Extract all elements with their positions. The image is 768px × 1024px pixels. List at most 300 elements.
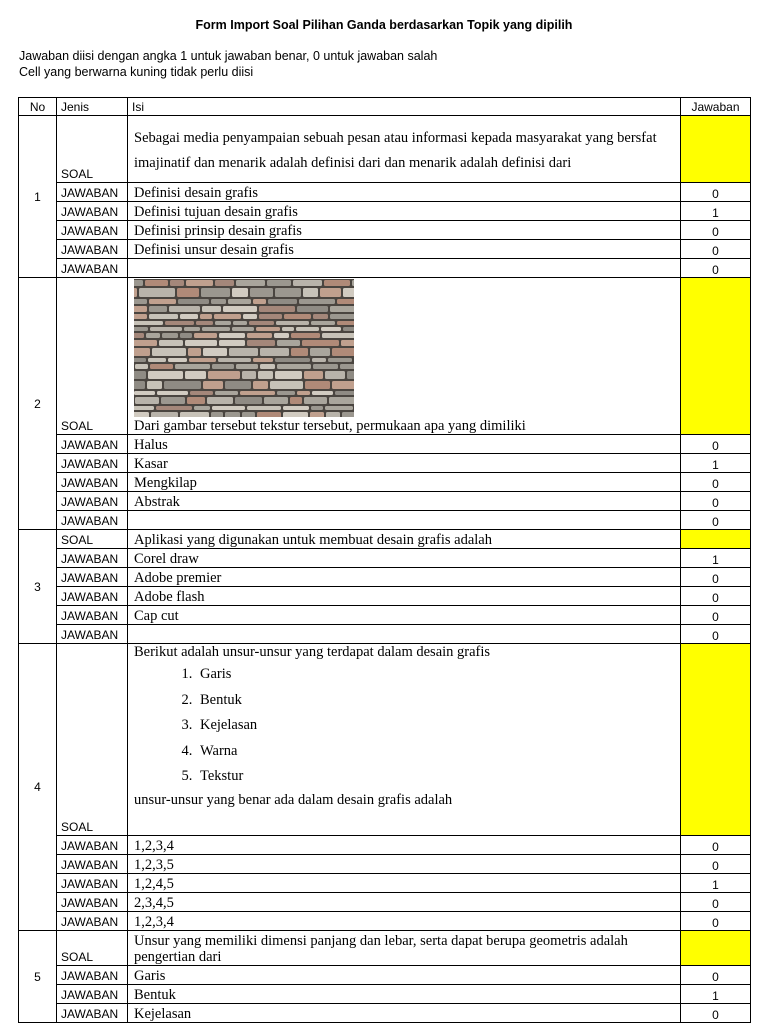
stone-block [332, 348, 354, 356]
answer-text[interactable]: Corel draw [128, 549, 681, 568]
stone-block [145, 280, 168, 286]
answer-row [19, 202, 751, 221]
question-number: 5 [19, 931, 57, 1023]
stone-block [277, 340, 300, 346]
answer-row [19, 568, 751, 587]
answer-value[interactable]: 0 [681, 492, 751, 511]
stone-block [267, 280, 291, 286]
stone-block [180, 314, 198, 319]
answer-text[interactable]: 1,2,3,4 [128, 912, 681, 931]
stone-block [328, 358, 352, 362]
stone-block [343, 288, 354, 297]
stone-block [310, 412, 324, 417]
stone-block [196, 321, 213, 325]
stone-block [202, 327, 230, 331]
answer-value[interactable]: 1 [681, 202, 751, 221]
stone-block [135, 364, 148, 369]
table-header-row [19, 98, 751, 116]
answer-value[interactable]: 1 [681, 549, 751, 568]
answer-row [19, 259, 751, 278]
answer-row [19, 511, 751, 530]
stone-block [270, 381, 303, 389]
stone-block [134, 288, 137, 297]
stone-block [211, 412, 223, 417]
list-item: 1. Garis [196, 662, 676, 688]
soal-row [19, 644, 751, 836]
answer-text[interactable]: Kasar [128, 454, 681, 473]
stone-block [211, 299, 226, 304]
stone-block [161, 397, 185, 404]
answer-row [19, 836, 751, 855]
answer-text[interactable] [128, 511, 681, 530]
stone-block [180, 333, 192, 338]
answer-row [19, 454, 751, 473]
stone-block [208, 371, 240, 379]
stone-block [235, 397, 262, 404]
stone-block [139, 288, 175, 297]
answer-row [19, 874, 751, 893]
stone-block [296, 327, 319, 331]
stone-block [164, 381, 201, 389]
answer-text[interactable]: Definisi desain grafis [128, 183, 681, 202]
stone-block [203, 381, 223, 389]
list-item: 2. Bentuk [196, 688, 676, 714]
row-type-label: JAWABAN [57, 568, 128, 587]
stone-block [322, 333, 354, 338]
stone-block [290, 397, 302, 404]
row-type-label: JAWABAN [57, 202, 128, 221]
answer-value[interactable]: 0 [681, 183, 751, 202]
stone-block [247, 406, 281, 410]
stone-block [150, 364, 173, 369]
stone-block [134, 327, 148, 331]
question-text-cell[interactable] [128, 644, 681, 836]
answer-cell-disabled [681, 278, 751, 435]
stone-block [326, 412, 340, 417]
stone-block [218, 358, 251, 362]
question-text-cell[interactable] [128, 116, 681, 183]
row-type-label: JAWABAN [57, 259, 128, 278]
answer-text[interactable]: 1,2,3,4 [128, 836, 681, 855]
row-type-label: JAWABAN [57, 874, 128, 893]
answer-cell-disabled [681, 116, 751, 183]
row-type-label: JAWABAN [57, 893, 128, 912]
stone-block [134, 391, 155, 395]
answer-row [19, 1004, 751, 1023]
answer-row [19, 549, 751, 568]
instruction-note: Jawaban diisi dengan angka 1 untuk jawaban benar, 0 untuk jawaban salah [19, 49, 438, 63]
row-type-label: JAWABAN [57, 549, 128, 568]
stone-block [274, 333, 289, 338]
question-intro: Berikut adalah unsur-unsur yang terdapat dalam desain grafis [134, 644, 491, 660]
row-type-label: JAWABAN [57, 587, 128, 606]
answer-row [19, 912, 751, 931]
stone-block [134, 299, 147, 304]
stone-block [325, 371, 345, 379]
stone-block [332, 381, 354, 389]
answer-cell-disabled [681, 931, 751, 966]
stone-block [329, 397, 354, 404]
answer-cell-disabled [681, 530, 751, 549]
row-type-label: SOAL [57, 530, 128, 549]
stone-block [242, 412, 255, 417]
stone-block [303, 288, 318, 297]
stone-block [312, 391, 333, 395]
stone-block [188, 348, 201, 356]
answer-text[interactable]: Definisi tujuan desain grafis [128, 202, 681, 221]
stone-block [150, 327, 182, 331]
stone-block [170, 280, 184, 286]
stone-block [177, 288, 199, 297]
answer-value[interactable]: 0 [681, 893, 751, 912]
stone-block [337, 321, 354, 325]
row-type-label: SOAL [57, 116, 128, 183]
answer-value[interactable]: 0 [681, 912, 751, 931]
stone-block [185, 371, 206, 379]
stone-block [250, 288, 273, 297]
answer-value[interactable]: 0 [681, 606, 751, 625]
answer-value[interactable]: 1 [681, 874, 751, 893]
question-text-cell[interactable] [128, 278, 681, 435]
answer-text[interactable]: Mengkilap [128, 473, 681, 492]
row-type-label: JAWABAN [57, 183, 128, 202]
answer-value[interactable]: 0 [681, 240, 751, 259]
stone-block [247, 340, 275, 346]
stone-block [232, 288, 248, 297]
answer-value[interactable]: 0 [681, 259, 751, 278]
answer-text[interactable]: Halus [128, 435, 681, 454]
stone-block [194, 406, 210, 410]
row-type-label: JAWABAN [57, 1004, 128, 1023]
soal-row [19, 116, 751, 183]
question-number: 2 [19, 278, 57, 530]
stone-block [203, 348, 227, 356]
stone-block [156, 406, 192, 410]
stone-block [185, 340, 217, 346]
stone-block [324, 280, 350, 286]
stone-block [277, 364, 311, 369]
stone-block [253, 299, 266, 304]
stone-block [259, 314, 282, 319]
stone-block [268, 299, 297, 304]
stone-block [311, 406, 323, 410]
stone-block [169, 306, 200, 312]
stone-block [233, 321, 247, 325]
answer-row [19, 221, 751, 240]
stone-block [159, 340, 183, 346]
header-isi: Isi [128, 98, 681, 116]
question-number: 1 [19, 116, 57, 278]
soal-row [19, 530, 751, 549]
stone-block [148, 371, 183, 379]
stone-block [201, 288, 230, 297]
stone-block [277, 391, 295, 395]
answer-value[interactable]: 0 [681, 625, 751, 644]
stone-block [283, 412, 308, 417]
soal-row [19, 278, 751, 435]
answer-text[interactable]: Cap cut [128, 606, 681, 625]
question-table [18, 97, 751, 1023]
list-item: 5. Tekstur [196, 764, 676, 790]
answer-text[interactable]: Abstrak [128, 492, 681, 511]
stone-wall-texture-image [134, 279, 354, 417]
answer-row [19, 240, 751, 259]
answer-value[interactable]: 0 [681, 855, 751, 874]
answer-value[interactable]: 0 [681, 435, 751, 454]
row-type-label: SOAL [57, 278, 128, 435]
instruction-note: Cell yang berwarna kuning tidak perlu diisi [19, 65, 254, 79]
stone-block [175, 364, 210, 369]
stone-block [275, 358, 310, 362]
answer-text[interactable] [128, 259, 681, 278]
answer-text[interactable]: 2,3,4,5 [128, 893, 681, 912]
stone-block [134, 321, 163, 325]
stone-block [297, 306, 328, 312]
stone-block [189, 358, 216, 362]
stone-block [342, 412, 354, 417]
stone-block [284, 314, 311, 319]
row-type-label: JAWABAN [57, 435, 128, 454]
stone-block [207, 397, 233, 404]
stone-block [293, 280, 322, 286]
stone-block [321, 327, 341, 331]
stone-block [243, 314, 257, 319]
stone-block [214, 314, 241, 319]
header-no: No [19, 98, 57, 116]
stone-block [276, 321, 309, 325]
stone-block [282, 327, 294, 331]
stone-block [151, 412, 178, 417]
question-text: unsur-unsur yang benar ada dalam desain grafis adalah [134, 791, 453, 808]
stone-block [291, 348, 308, 356]
question-block [19, 931, 751, 1023]
stone-block [225, 381, 251, 389]
stone-block [299, 299, 335, 304]
stone-block [134, 348, 150, 356]
answer-value[interactable]: 0 [681, 221, 751, 240]
stone-block [146, 333, 160, 338]
stone-block [313, 314, 328, 319]
stone-block [347, 371, 354, 379]
stone-block [178, 299, 209, 304]
stone-block [304, 371, 323, 379]
stone-block [186, 280, 213, 286]
header-jenis: Jenis [57, 98, 128, 116]
stone-block [260, 348, 289, 356]
list-item: 3. Kejelasan [196, 713, 676, 739]
stone-block [242, 371, 256, 379]
answer-cell-disabled [681, 644, 751, 836]
question-block [19, 530, 751, 644]
stone-block [275, 371, 302, 379]
stone-block [184, 327, 200, 331]
stone-block [134, 412, 149, 417]
stone-block [253, 381, 268, 389]
stone-block [134, 340, 157, 346]
stone-block [134, 371, 146, 379]
stone-block [148, 358, 166, 362]
stone-block [157, 391, 188, 395]
answer-text[interactable]: Adobe flash [128, 587, 681, 606]
element-list [134, 662, 676, 790]
stone-block [134, 358, 146, 362]
answer-value[interactable]: 0 [681, 587, 751, 606]
stone-block [135, 397, 159, 404]
stone-block [297, 391, 310, 395]
answer-text[interactable] [128, 625, 681, 644]
stone-block [149, 306, 167, 312]
stone-block [310, 348, 330, 356]
answer-text[interactable]: 1,2,4,5 [128, 874, 681, 893]
answer-value[interactable]: 1 [681, 985, 751, 1004]
stone-block [312, 358, 326, 362]
stone-block [257, 412, 281, 417]
header-jawaban: Jawaban [681, 98, 751, 116]
answer-value[interactable]: 0 [681, 473, 751, 492]
stone-block [304, 397, 327, 404]
stone-block [194, 333, 217, 338]
answer-text[interactable]: Garis [128, 966, 681, 985]
answer-text[interactable]: Definisi unsur desain grafis [128, 240, 681, 259]
answer-row [19, 893, 751, 912]
stone-block [134, 381, 145, 389]
stone-block [330, 306, 354, 312]
question-text[interactable]: Aplikasi yang digunakan untuk membuat desain grafis adalah [128, 530, 681, 549]
stone-block [134, 333, 144, 338]
stone-block [256, 327, 280, 331]
row-type-label: SOAL [57, 644, 128, 836]
question-number: 4 [19, 644, 57, 931]
stone-block [149, 299, 176, 304]
stone-block [202, 306, 221, 312]
row-type-label: JAWABAN [57, 606, 128, 625]
stone-block [313, 364, 338, 369]
row-type-label: JAWABAN [57, 985, 128, 1004]
question-text[interactable]: Unsur yang memiliki dimensi panjang dan lebar, serta dapat berupa geometris adalah pengertian dari [128, 931, 681, 966]
stone-block [219, 333, 245, 338]
stone-block [305, 381, 330, 389]
stone-block [352, 280, 354, 286]
stone-block [134, 306, 147, 312]
row-type-label: JAWABAN [57, 511, 128, 530]
stone-block [335, 391, 354, 395]
stone-block [165, 321, 194, 325]
stone-block [180, 412, 209, 417]
list-item: 4. Warna [196, 739, 676, 765]
row-type-label: JAWABAN [57, 625, 128, 644]
stone-block [212, 364, 234, 369]
answer-text[interactable]: Definisi prinsip desain grafis [128, 221, 681, 240]
question-block [19, 278, 751, 530]
answer-value[interactable]: 0 [681, 511, 751, 530]
stone-block [311, 321, 335, 325]
question-block [19, 116, 751, 278]
stone-block [190, 391, 213, 395]
answer-row [19, 473, 751, 492]
answer-row [19, 606, 751, 625]
stone-block [249, 321, 274, 325]
answer-row [19, 966, 751, 985]
stone-block [225, 412, 240, 417]
stone-block [162, 333, 178, 338]
answer-row [19, 183, 751, 202]
stone-block [215, 321, 231, 325]
stone-block [330, 314, 354, 319]
answer-text[interactable]: 1,2,3,5 [128, 855, 681, 874]
answer-text[interactable]: Adobe premier [128, 568, 681, 587]
stone-block [247, 333, 272, 338]
row-type-label: JAWABAN [57, 836, 128, 855]
row-type-label: JAWABAN [57, 473, 128, 492]
answer-value[interactable]: 0 [681, 568, 751, 587]
row-type-label: JAWABAN [57, 855, 128, 874]
stone-block [152, 348, 186, 356]
stone-block [340, 364, 354, 369]
stone-block [134, 406, 154, 410]
stone-block [223, 306, 257, 312]
row-type-label: JAWABAN [57, 966, 128, 985]
stone-block [320, 288, 341, 297]
stone-block [259, 306, 295, 312]
stone-block [337, 299, 354, 304]
stone-block [200, 314, 212, 319]
stone-block [260, 364, 275, 369]
answer-text[interactable]: Bentuk [128, 985, 681, 1004]
answer-row [19, 492, 751, 511]
answer-row [19, 587, 751, 606]
stone-block [134, 280, 143, 286]
question-text: Dari gambar tersebut tekstur tersebut, permukaan apa yang dimiliki [134, 418, 526, 434]
question-number: 3 [19, 530, 57, 644]
stone-block [219, 340, 245, 346]
answer-value[interactable]: 0 [681, 836, 751, 855]
stone-block [149, 314, 178, 319]
stone-block [236, 364, 258, 369]
stone-block [147, 381, 162, 389]
row-type-label: JAWABAN [57, 454, 128, 473]
stone-block [236, 280, 265, 286]
row-type-label: SOAL [57, 931, 128, 966]
answer-text[interactable]: Kejelasan [128, 1004, 681, 1023]
row-type-label: JAWABAN [57, 492, 128, 511]
stone-block [187, 397, 205, 404]
question-block [19, 644, 751, 931]
answer-row [19, 625, 751, 644]
question-text: Sebagai media penyampaian sebuah pesan atau informasi kepada masyarakat yang bersfat imajinatif dan menarik adalah definisi dari dan menarik adalah definisi dari [134, 130, 657, 171]
answer-row [19, 985, 751, 1004]
stone-block [302, 340, 339, 346]
answer-value[interactable]: 1 [681, 454, 751, 473]
stone-block [134, 314, 147, 319]
answer-value[interactable]: 0 [681, 1004, 751, 1023]
stone-block [275, 288, 301, 297]
answer-value[interactable]: 0 [681, 966, 751, 985]
stone-block [291, 333, 320, 338]
row-type-label: JAWABAN [57, 240, 128, 259]
stone-block [283, 406, 309, 410]
stone-block [240, 391, 275, 395]
stone-block [168, 358, 187, 362]
answer-row [19, 435, 751, 454]
soal-row [19, 931, 751, 966]
stone-block [343, 327, 354, 331]
stone-block [325, 406, 353, 410]
stone-block [341, 340, 354, 346]
page-title: Form Import Soal Pilihan Ganda berdasarkan Topik yang dipilih [195, 18, 573, 32]
stone-block [215, 391, 238, 395]
stone-block [253, 358, 273, 362]
stone-block [228, 299, 251, 304]
